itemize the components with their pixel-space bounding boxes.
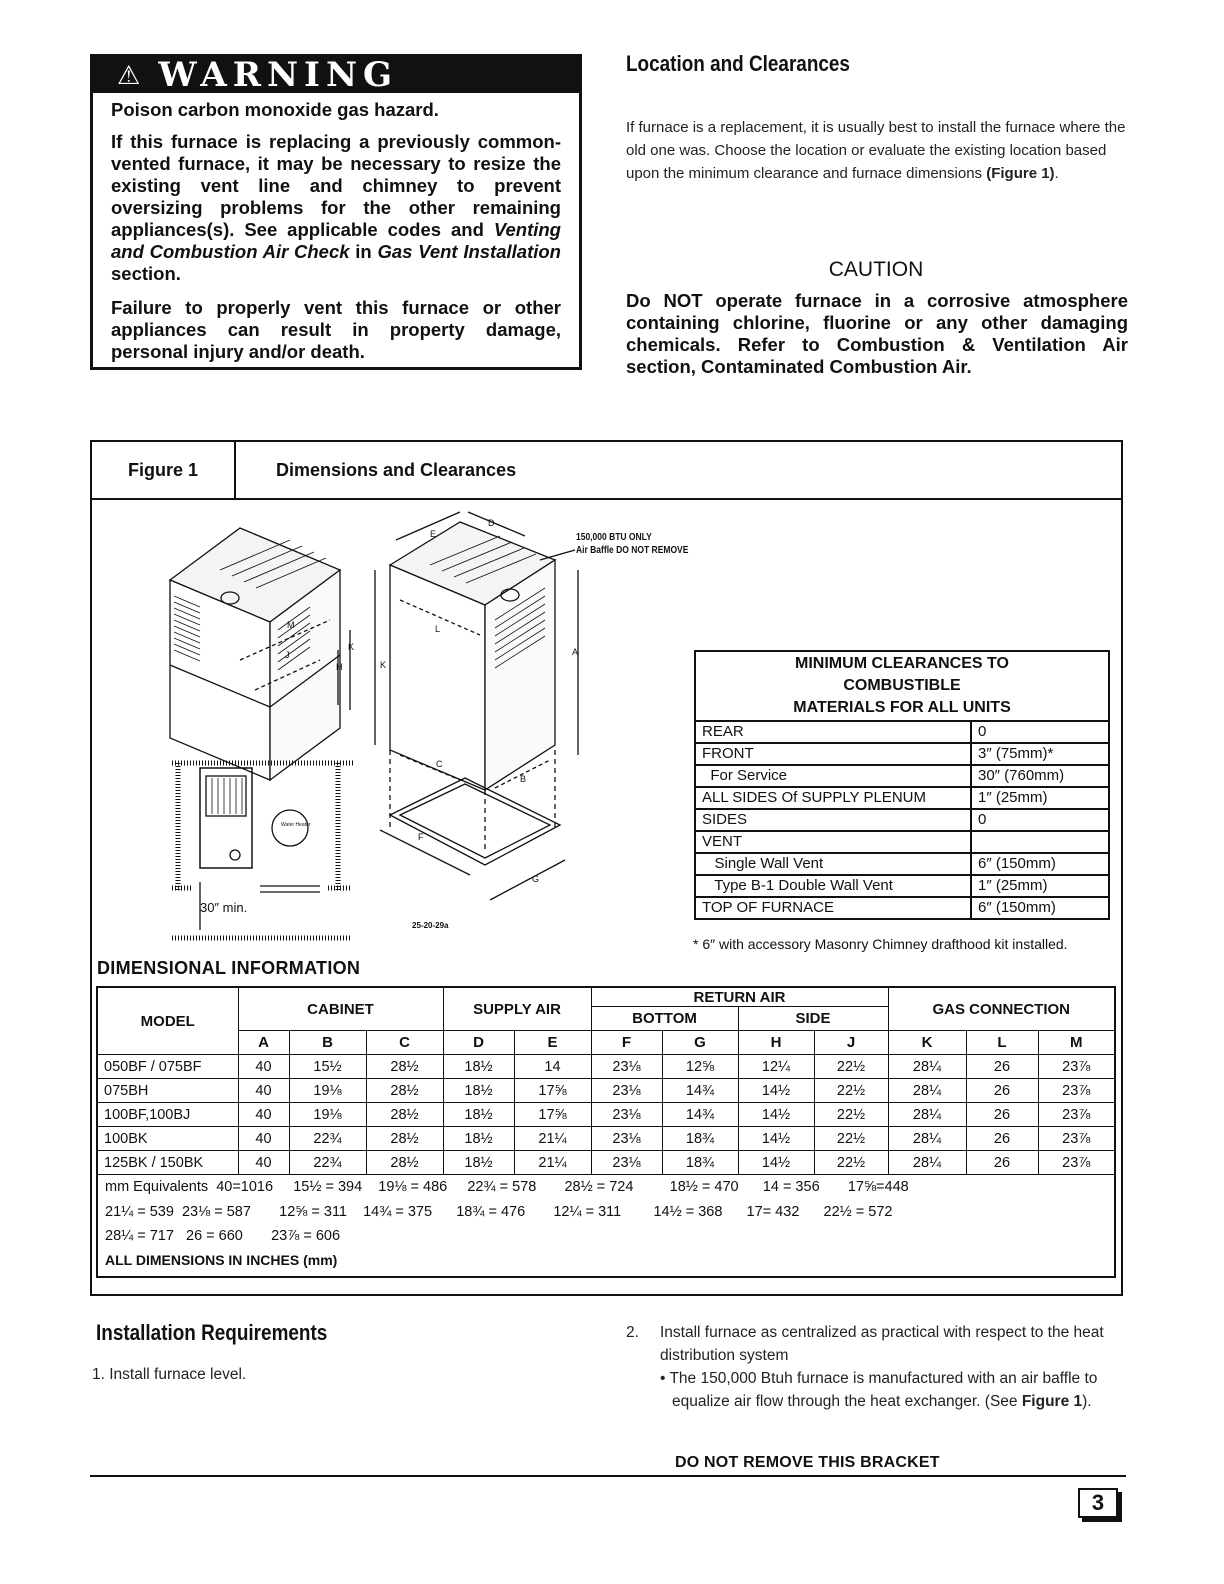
col-m: M [1038, 1031, 1114, 1055]
dim-label-h: H [336, 662, 343, 672]
dimension-cell: 14½ [738, 1079, 814, 1103]
dimension-cell: 28½ [366, 1103, 443, 1127]
col-c: C [366, 1031, 443, 1055]
dimension-cell: 23⅛ [591, 1127, 662, 1151]
warning-line1: Poison carbon monoxide gas hazard. [111, 99, 439, 120]
mm-equivalents [98, 1175, 1114, 1271]
clearance-row: VENT [695, 831, 1109, 853]
dimension-cell: 28½ [366, 1151, 443, 1175]
dim-label-j: J [285, 650, 290, 660]
dimension-cell: 12⅝ [662, 1055, 738, 1079]
warning-paragraph: If this furnace is replacing a previously common-vented furnace, it may be necessary to resize the existing vent line and chimney to prevent oversizing problems for the other remaining appliances(s). See applicable codes and Venting and Combustion Air Check in Gas Vent Installation section. [111, 131, 561, 284]
warning-triangle-icon: ⚠ [117, 59, 141, 90]
dimension-cell: 40 [238, 1103, 289, 1127]
dimension-cell: 23⅞ [1038, 1103, 1114, 1127]
item-2-number: 2. [626, 1324, 639, 1341]
dimension-cell: 23⅞ [1038, 1151, 1114, 1175]
col-j: J [814, 1031, 888, 1055]
dimension-cell: 28½ [366, 1127, 443, 1151]
dimension-cell: 14½ [738, 1103, 814, 1127]
dimension-cell: 12¼ [738, 1055, 814, 1079]
table-row [98, 1055, 1114, 1079]
baffle-note [576, 531, 688, 557]
model-cell: 100BF,100BJ [98, 1103, 238, 1127]
model-cell: 100BK [98, 1127, 238, 1151]
dimension-cell: 23⅞ [1038, 1079, 1114, 1103]
clearance-row: Type B-1 Double Wall Vent 1″ (25mm) [695, 875, 1109, 897]
dimension-cell: 40 [238, 1055, 289, 1079]
dimension-cell: 23⅞ [1038, 1127, 1114, 1151]
caution-title: CAUTION [828, 258, 924, 281]
model-cell: 125BK / 150BK [98, 1151, 238, 1175]
dimension-cell: 14 [514, 1055, 591, 1079]
dim-label-k-left: K [348, 642, 355, 652]
dimension-cell: 23⅞ [1038, 1055, 1114, 1079]
dimension-cell: 28½ [366, 1055, 443, 1079]
furnace-drawing [160, 510, 720, 950]
baffle-note-line1: 150,000 BTU ONLY [576, 532, 652, 543]
dimension-cell: 19⅛ [289, 1079, 366, 1103]
dimension-cell: 18½ [443, 1055, 514, 1079]
dim-label-b: B [520, 774, 527, 784]
clearance-footnote: * 6″ with accessory Masonry Chimney drafthood kit installed. [693, 936, 1068, 952]
figure-label: Figure 1 [92, 442, 236, 498]
dimension-cell: 18¾ [662, 1127, 738, 1151]
dimension-cell: 22½ [814, 1079, 888, 1103]
col-d: D [443, 1031, 514, 1055]
installation-item-1: 1. Install furnace level. [92, 1366, 247, 1383]
warning-header [93, 57, 579, 93]
clearance-table-header: MINIMUM CLEARANCES TO COMBUSTIBLE MATERIALS FOR ALL UNITS [695, 651, 1109, 721]
dim-label-l: L [435, 624, 441, 634]
dimension-cell: 22½ [814, 1055, 888, 1079]
col-k: K [888, 1031, 966, 1055]
dimension-cell: 22¾ [289, 1151, 366, 1175]
location-title: Location and Clearances [626, 51, 850, 76]
dimension-cell: 23⅛ [591, 1079, 662, 1103]
furnace-right-illustration [375, 512, 578, 900]
col-b: B [289, 1031, 366, 1055]
dimensional-title: DIMENSIONAL INFORMATION [97, 958, 361, 978]
water-heater-label: Water Heater [281, 822, 311, 828]
header-gas-connection: GAS CONNECTION [888, 988, 1114, 1031]
dimension-cell: 23⅛ [591, 1103, 662, 1127]
table-row [98, 1079, 1114, 1103]
warning-box [90, 54, 582, 370]
mm-line-1: mm Equivalents 40=1016 15½ = 394 19⅛ = 486 22¾ = 578 28½ = 724 18½ = 470 14 = 356 17⅝=448 [105, 1179, 909, 1195]
col-g: G [662, 1031, 738, 1055]
dimension-cell: 14½ [738, 1127, 814, 1151]
header-supply-air: SUPPLY AIR [443, 988, 591, 1031]
dimension-cell: 40 [238, 1127, 289, 1151]
dimensional-table [98, 988, 1114, 1271]
col-h: H [738, 1031, 814, 1055]
dimension-cell: 26 [966, 1055, 1038, 1079]
dim-label-d: D [488, 518, 495, 528]
col-f: F [591, 1031, 662, 1055]
table-row [98, 1151, 1114, 1175]
dimension-cell: 19⅛ [289, 1103, 366, 1127]
clearance-row: FRONT 3″ (75mm)* [695, 743, 1109, 765]
header-return-air: RETURN AIR [591, 988, 888, 1007]
dim-label-a: A [572, 647, 579, 657]
dimension-cell: 17⅝ [514, 1079, 591, 1103]
dimension-cell: 21¼ [514, 1127, 591, 1151]
dimension-cell: 28½ [366, 1079, 443, 1103]
warning-consequence: Failure to properly vent this furnace or other appliances can result in property damage, personal injury and/or death. [111, 297, 561, 362]
dimension-cell: 28¼ [888, 1055, 966, 1079]
figure-header [92, 442, 1121, 500]
col-a: A [238, 1031, 289, 1055]
drawing-code: 25-20-29a [412, 921, 449, 930]
col-e: E [514, 1031, 591, 1055]
dimension-cell: 22¾ [289, 1127, 366, 1151]
bracket-note: DO NOT REMOVE THIS BRACKET [675, 1454, 940, 1471]
dim-label-g: G [532, 874, 540, 884]
dim-label-e: E [430, 529, 437, 539]
dimension-cell: 17⅝ [514, 1103, 591, 1127]
clearance-row: ALL SIDES Of SUPPLY PLENUM 1″ (25mm) [695, 787, 1109, 809]
dimension-cell: 26 [966, 1079, 1038, 1103]
figure-title: Dimensions and Clearances [276, 459, 517, 480]
dimension-cell: 22½ [814, 1127, 888, 1151]
clearance-row: TOP OF FURNACE 6″ (150mm) [695, 897, 1109, 919]
item-2-text: Install furnace as centralized as practical with respect to the heat distribution system [660, 1324, 1104, 1364]
dimension-cell: 18½ [443, 1079, 514, 1103]
dimension-cell: 21¼ [514, 1151, 591, 1175]
header-cabinet: CABINET [238, 988, 443, 1031]
table-row [98, 1103, 1114, 1127]
dimension-cell: 22½ [814, 1151, 888, 1175]
dim-label-m: M [287, 620, 295, 630]
col-l: L [966, 1031, 1038, 1055]
baffle-note-line2: Air Baffle DO NOT REMOVE [576, 545, 689, 556]
dimension-cell: 28¼ [888, 1151, 966, 1175]
min-clearance-label: 30″ min. [200, 900, 248, 915]
dimension-cell: 26 [966, 1127, 1038, 1151]
dimension-cell: 40 [238, 1151, 289, 1175]
dimension-cell: 28¼ [888, 1127, 966, 1151]
installation-item-2 [626, 1321, 1136, 1413]
model-cell: 075BH [98, 1079, 238, 1103]
dimension-cell: 18½ [443, 1127, 514, 1151]
dimensions-footer: ALL DIMENSIONS IN INCHES (mm) [105, 1251, 338, 1268]
dimension-cell: 14¾ [662, 1103, 738, 1127]
clearance-row: REAR 0 [695, 721, 1109, 743]
page-number: 3 [1078, 1488, 1118, 1518]
clearance-row: Single Wall Vent 6″ (150mm) [695, 853, 1109, 875]
mm-line-3: 28¼ = 717 26 = 660 23⅞ = 606 [105, 1228, 341, 1244]
dimension-cell: 14½ [738, 1151, 814, 1175]
installation-title: Installation Requirements [96, 1320, 328, 1345]
dimension-cell: 15½ [289, 1055, 366, 1079]
clearance-table [694, 650, 1110, 920]
clearance-row: SIDES 0 [695, 809, 1109, 831]
caution-text: Do NOT operate furnace in a corrosive atmosphere containing chlorine, fluorine or any other damaging chemicals. Refer to Combustion & Ventilation Air section, Contaminated Combustion Air. [626, 290, 1128, 377]
dim-label-c: C [436, 759, 443, 769]
header-side: SIDE [738, 1007, 888, 1031]
table-row [98, 1127, 1114, 1151]
dimension-cell: 18½ [443, 1103, 514, 1127]
dimension-cell: 26 [966, 1103, 1038, 1127]
location-text: If furnace is a replacement, it is usually best to install the furnace where the old one was. Choose the location or evaluate the existing location based upon the minimum clearance and furnace dimensions (Figure 1). [626, 119, 1126, 182]
header-bottom: BOTTOM [591, 1007, 738, 1031]
dim-label-k: K [380, 660, 387, 670]
warning-body [93, 93, 579, 363]
dimension-cell: 18½ [443, 1151, 514, 1175]
dim-label-f: F [418, 832, 424, 842]
dimension-cell: 23⅛ [591, 1151, 662, 1175]
item-2-bullet: • The 150,000 Btuh furnace is manufactured with an air baffle to equalize air flow through the heat exchanger. (See Figure 1). [660, 1370, 1098, 1410]
warning-heading: WARNING [158, 55, 399, 95]
dimensional-table-frame [96, 986, 1116, 1278]
dimension-cell: 40 [238, 1079, 289, 1103]
mm-line-2: 21¼ = 539 23⅛ = 587 12⅝ = 311 14¾ = 375 18¾ = 476 12¼ = 311 14½ = 368 17= 432 22½ = 572 [105, 1203, 893, 1220]
dimension-cell: 26 [966, 1151, 1038, 1175]
bottom-rule [90, 1475, 1126, 1477]
model-cell: 050BF / 075BF [98, 1055, 238, 1079]
furnace-left-illustration [170, 528, 354, 780]
dimension-cell: 22½ [814, 1103, 888, 1127]
clearance-row: For Service 30″ (760mm) [695, 765, 1109, 787]
dimension-cell: 28¼ [888, 1079, 966, 1103]
dimension-cell: 23⅛ [591, 1055, 662, 1079]
header-model: MODEL [98, 988, 238, 1055]
dimension-cell: 28¼ [888, 1103, 966, 1127]
dimension-cell: 14¾ [662, 1079, 738, 1103]
dimension-cell: 18¾ [662, 1151, 738, 1175]
